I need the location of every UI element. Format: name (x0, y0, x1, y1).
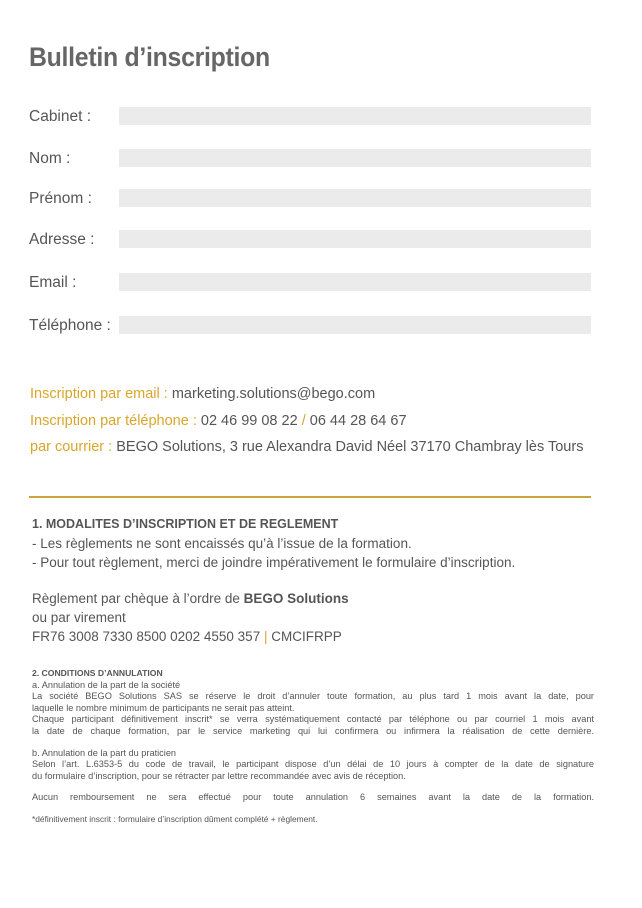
section1-heading: 1. MODALITES D’INSCRIPTION ET DE REGLEMENT (32, 517, 339, 531)
form-row-prenom (29, 189, 591, 209)
section2-b-line2: du formulaire d’inscription, pour se rétracter par lettre recommandée avec avis de réception. (32, 770, 406, 781)
form-row-nom (29, 149, 591, 169)
virement-line: ou par virement (32, 610, 126, 625)
adresse-field[interactable] (119, 230, 591, 248)
contact-email-value[interactable]: marketing.solutions@bego.com (171, 386, 376, 402)
iban: FR76 3008 7330 8500 0202 4550 357 (32, 629, 261, 644)
section-inscription-reglement (32, 515, 602, 646)
contact-phone-separator: / (301, 413, 306, 429)
section2-b-line1: Selon l’art. L.6353-5 du code de travail, le participant dispose d’un délai de 10 jours à compter de la date de signature (32, 759, 594, 770)
nom-label: Nom : (29, 150, 71, 167)
contact-phone-1[interactable]: 02 46 99 08 22 (200, 413, 298, 429)
form-row-email (29, 273, 591, 293)
email-label: Email : (29, 274, 77, 291)
cheque-line (32, 589, 602, 608)
contact-email-line (30, 384, 375, 404)
form-row-telephone (29, 316, 591, 336)
section2-refund: Aucun remboursement ne sera effectué pour toute annulation 6 semaines avant la date de la formation. (32, 792, 594, 803)
prenom-field[interactable] (119, 189, 591, 207)
section1-line-2: - Pour tout règlement, merci de joindre impérativement le formulaire d’inscription. (32, 555, 516, 570)
adresse-label: Adresse : (29, 231, 95, 248)
bic: CMCIFRPP (271, 629, 342, 644)
form-row-cabinet (29, 107, 591, 127)
cabinet-label: Cabinet : (29, 108, 92, 125)
section-conditions-annulation (32, 668, 594, 826)
section2-a-p2-line2: la date de chaque formation, par le service marketing qui lui confirmera ou infirmera la réalisation de cette dernière. (32, 725, 594, 736)
section2-a-p2-line1: Chaque participant définitivement inscrit* se verra systématiquement contacté par téléphone ou par courriel 1 mois avant (32, 714, 594, 725)
contact-phone-2[interactable]: 06 44 28 64 67 (309, 413, 407, 429)
contact-phone-label: Inscription par téléphone : (30, 413, 197, 429)
nom-field[interactable] (119, 149, 591, 167)
section2-a-p1-line1: La société BEGO Solutions SAS se réserve le droit d’annuler toute formation, au plus tard 1 mois avant la date, pour (32, 691, 594, 702)
section2-a-title: a. Annulation de la part de la société (32, 679, 181, 690)
form-row-adresse (29, 230, 591, 250)
section2-heading: 2. CONDITIONS D’ANNULATION (32, 668, 163, 678)
cheque-text: Règlement par chèque à l’ordre de (32, 591, 240, 606)
iban-line (32, 627, 602, 646)
section-divider (29, 496, 591, 498)
telephone-field[interactable] (119, 316, 591, 334)
contact-email-label: Inscription par email : (30, 386, 168, 402)
telephone-label: Téléphone : (29, 317, 111, 334)
contact-mail-line (30, 437, 583, 457)
prenom-label: Prénom : (29, 190, 92, 207)
contact-mail-address: BEGO Solutions, 3 rue Alexandra David Néel 37170 Chambray lès Tours (116, 439, 584, 455)
contact-phone-line (30, 411, 407, 431)
contact-mail-label: par courrier : (30, 439, 113, 455)
cabinet-field[interactable] (119, 107, 591, 125)
section1-line-1: - Les règlements ne sont encaissés qu’à l’issue de la formation. (32, 536, 412, 551)
section2-footnote: *définitivement inscrit : formulaire d’inscription dûment complété + règlement. (32, 813, 318, 824)
email-field[interactable] (119, 273, 591, 291)
iban-separator: | (263, 629, 268, 644)
section2-b-title: b. Annulation de la part du praticien (32, 747, 177, 758)
cheque-payee: BEGO Solutions (243, 591, 349, 606)
section2-a-p1-line2: laquelle le nombre minimum de participants ne serait pas atteint. (32, 702, 295, 713)
page-title: Bulletin d’inscription (29, 42, 270, 72)
